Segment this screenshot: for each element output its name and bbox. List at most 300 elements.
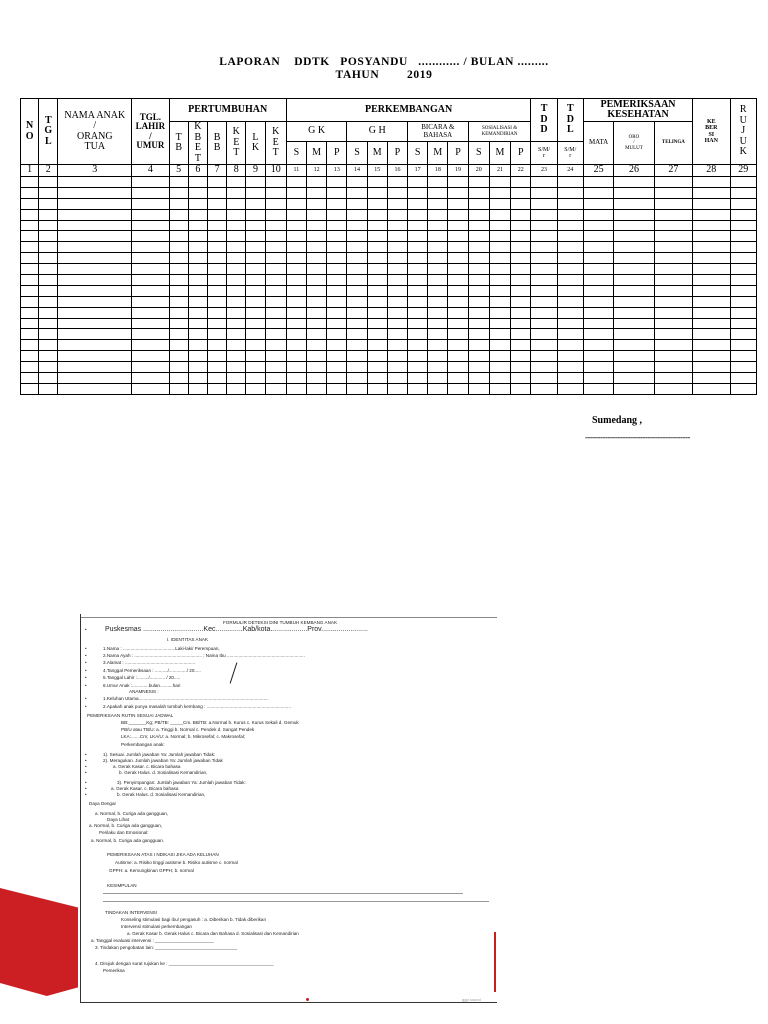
table-cell[interactable] xyxy=(408,373,428,384)
table-cell[interactable] xyxy=(207,285,226,296)
table-cell[interactable] xyxy=(207,373,226,384)
table-cell[interactable] xyxy=(448,285,468,296)
table-cell[interactable] xyxy=(511,187,531,198)
table-cell[interactable] xyxy=(448,198,468,209)
table-cell[interactable] xyxy=(428,351,448,362)
table-cell[interactable] xyxy=(347,177,367,188)
table-cell[interactable] xyxy=(614,220,654,231)
table-cell[interactable] xyxy=(511,285,531,296)
table-cell[interactable] xyxy=(654,285,692,296)
table-cell[interactable] xyxy=(246,209,265,220)
table-cell[interactable] xyxy=(132,307,169,318)
table-cell[interactable] xyxy=(58,285,132,296)
table-cell[interactable] xyxy=(583,296,613,307)
table-cell[interactable] xyxy=(58,351,132,362)
table-cell[interactable] xyxy=(614,373,654,384)
table-cell[interactable] xyxy=(531,177,557,188)
table-cell[interactable] xyxy=(489,307,510,318)
table-cell[interactable] xyxy=(132,264,169,275)
table-cell[interactable] xyxy=(307,198,327,209)
table-cell[interactable] xyxy=(227,264,246,275)
table-cell[interactable] xyxy=(246,242,265,253)
table-cell[interactable] xyxy=(408,362,428,373)
table-cell[interactable] xyxy=(39,296,58,307)
table-cell[interactable] xyxy=(468,264,489,275)
table-cell[interactable] xyxy=(511,253,531,264)
table-cell[interactable] xyxy=(246,296,265,307)
table-cell[interactable] xyxy=(327,177,347,188)
table-cell[interactable] xyxy=(188,264,207,275)
table-cell[interactable] xyxy=(557,220,583,231)
table-cell[interactable] xyxy=(21,209,39,220)
table-cell[interactable] xyxy=(511,318,531,329)
table-cell[interactable] xyxy=(286,177,306,188)
table-cell[interactable] xyxy=(730,362,757,373)
table-cell[interactable] xyxy=(693,296,730,307)
table-cell[interactable] xyxy=(448,209,468,220)
table-cell[interactable] xyxy=(489,231,510,242)
table-cell[interactable] xyxy=(468,351,489,362)
table-cell[interactable] xyxy=(132,253,169,264)
table-cell[interactable] xyxy=(468,253,489,264)
table-cell[interactable] xyxy=(730,296,757,307)
table-cell[interactable] xyxy=(21,373,39,384)
table-cell[interactable] xyxy=(557,329,583,340)
table-cell[interactable] xyxy=(428,285,448,296)
table-cell[interactable] xyxy=(614,275,654,286)
table-cell[interactable] xyxy=(468,362,489,373)
table-cell[interactable] xyxy=(265,264,286,275)
table-cell[interactable] xyxy=(654,177,692,188)
table-cell[interactable] xyxy=(265,242,286,253)
table-cell[interactable] xyxy=(39,307,58,318)
table-cell[interactable] xyxy=(132,209,169,220)
table-cell[interactable] xyxy=(327,187,347,198)
table-cell[interactable] xyxy=(531,198,557,209)
table-cell[interactable] xyxy=(428,329,448,340)
table-cell[interactable] xyxy=(557,296,583,307)
table-cell[interactable] xyxy=(39,177,58,188)
table-cell[interactable] xyxy=(169,198,188,209)
table-cell[interactable] xyxy=(286,264,306,275)
table-cell[interactable] xyxy=(387,187,407,198)
table-cell[interactable] xyxy=(307,383,327,394)
table-cell[interactable] xyxy=(531,231,557,242)
table-cell[interactable] xyxy=(21,198,39,209)
table-cell[interactable] xyxy=(21,318,39,329)
table-cell[interactable] xyxy=(693,285,730,296)
table-cell[interactable] xyxy=(286,296,306,307)
table-cell[interactable] xyxy=(531,220,557,231)
table-cell[interactable] xyxy=(286,351,306,362)
table-cell[interactable] xyxy=(489,209,510,220)
table-cell[interactable] xyxy=(227,198,246,209)
table-cell[interactable] xyxy=(428,383,448,394)
table-cell[interactable] xyxy=(169,307,188,318)
table-cell[interactable] xyxy=(468,220,489,231)
table-cell[interactable] xyxy=(583,383,613,394)
table-cell[interactable] xyxy=(58,264,132,275)
table-cell[interactable] xyxy=(367,275,387,286)
table-cell[interactable] xyxy=(265,187,286,198)
table-cell[interactable] xyxy=(583,373,613,384)
table-cell[interactable] xyxy=(132,242,169,253)
table-cell[interactable] xyxy=(265,177,286,188)
table-cell[interactable] xyxy=(730,307,757,318)
table-cell[interactable] xyxy=(39,209,58,220)
table-cell[interactable] xyxy=(327,362,347,373)
table-cell[interactable] xyxy=(169,220,188,231)
table-cell[interactable] xyxy=(448,275,468,286)
table-cell[interactable] xyxy=(730,264,757,275)
table-cell[interactable] xyxy=(428,209,448,220)
table-cell[interactable] xyxy=(428,220,448,231)
table-cell[interactable] xyxy=(557,209,583,220)
table-cell[interactable] xyxy=(286,318,306,329)
table-cell[interactable] xyxy=(654,340,692,351)
table-cell[interactable] xyxy=(448,318,468,329)
table-cell[interactable] xyxy=(468,296,489,307)
table-cell[interactable] xyxy=(468,307,489,318)
table-cell[interactable] xyxy=(227,362,246,373)
table-cell[interactable] xyxy=(58,296,132,307)
table-cell[interactable] xyxy=(227,275,246,286)
table-cell[interactable] xyxy=(654,187,692,198)
table-cell[interactable] xyxy=(531,373,557,384)
table-cell[interactable] xyxy=(132,285,169,296)
table-cell[interactable] xyxy=(307,340,327,351)
table-cell[interactable] xyxy=(730,383,757,394)
table-cell[interactable] xyxy=(387,198,407,209)
table-cell[interactable] xyxy=(489,253,510,264)
table-cell[interactable] xyxy=(169,318,188,329)
table-cell[interactable] xyxy=(227,383,246,394)
table-cell[interactable] xyxy=(693,373,730,384)
table-cell[interactable] xyxy=(169,329,188,340)
table-cell[interactable] xyxy=(307,231,327,242)
table-cell[interactable] xyxy=(21,340,39,351)
table-cell[interactable] xyxy=(327,340,347,351)
table-cell[interactable] xyxy=(246,329,265,340)
table-cell[interactable] xyxy=(188,307,207,318)
table-cell[interactable] xyxy=(58,187,132,198)
table-cell[interactable] xyxy=(468,242,489,253)
table-cell[interactable] xyxy=(286,275,306,286)
table-cell[interactable] xyxy=(531,329,557,340)
table-cell[interactable] xyxy=(169,209,188,220)
table-cell[interactable] xyxy=(614,329,654,340)
table-cell[interactable] xyxy=(307,373,327,384)
table-cell[interactable] xyxy=(583,242,613,253)
table-cell[interactable] xyxy=(132,187,169,198)
table-cell[interactable] xyxy=(227,231,246,242)
table-cell[interactable] xyxy=(169,340,188,351)
table-cell[interactable] xyxy=(307,253,327,264)
table-cell[interactable] xyxy=(428,307,448,318)
table-cell[interactable] xyxy=(614,296,654,307)
table-cell[interactable] xyxy=(583,264,613,275)
table-cell[interactable] xyxy=(693,383,730,394)
table-cell[interactable] xyxy=(511,242,531,253)
table-cell[interactable] xyxy=(468,383,489,394)
table-cell[interactable] xyxy=(614,340,654,351)
table-cell[interactable] xyxy=(307,285,327,296)
table-cell[interactable] xyxy=(327,209,347,220)
table-cell[interactable] xyxy=(188,296,207,307)
table-cell[interactable] xyxy=(246,340,265,351)
table-cell[interactable] xyxy=(614,231,654,242)
table-cell[interactable] xyxy=(583,351,613,362)
table-cell[interactable] xyxy=(327,253,347,264)
table-cell[interactable] xyxy=(614,198,654,209)
table-cell[interactable] xyxy=(489,198,510,209)
table-cell[interactable] xyxy=(39,373,58,384)
table-cell[interactable] xyxy=(583,187,613,198)
table-cell[interactable] xyxy=(557,177,583,188)
table-cell[interactable] xyxy=(511,296,531,307)
table-cell[interactable] xyxy=(693,177,730,188)
table-cell[interactable] xyxy=(428,373,448,384)
table-cell[interactable] xyxy=(132,383,169,394)
table-cell[interactable] xyxy=(21,351,39,362)
table-cell[interactable] xyxy=(730,198,757,209)
table-cell[interactable] xyxy=(347,285,367,296)
table-cell[interactable] xyxy=(730,329,757,340)
table-cell[interactable] xyxy=(58,198,132,209)
table-cell[interactable] xyxy=(265,253,286,264)
table-cell[interactable] xyxy=(327,242,347,253)
table-cell[interactable] xyxy=(207,296,226,307)
table-cell[interactable] xyxy=(21,285,39,296)
table-cell[interactable] xyxy=(693,318,730,329)
table-cell[interactable] xyxy=(347,198,367,209)
table-cell[interactable] xyxy=(583,220,613,231)
table-cell[interactable] xyxy=(286,329,306,340)
table-cell[interactable] xyxy=(693,307,730,318)
table-cell[interactable] xyxy=(693,231,730,242)
table-cell[interactable] xyxy=(693,329,730,340)
table-cell[interactable] xyxy=(265,296,286,307)
table-cell[interactable] xyxy=(730,351,757,362)
table-cell[interactable] xyxy=(468,318,489,329)
table-cell[interactable] xyxy=(614,307,654,318)
table-cell[interactable] xyxy=(654,220,692,231)
table-cell[interactable] xyxy=(468,329,489,340)
table-cell[interactable] xyxy=(39,340,58,351)
table-cell[interactable] xyxy=(169,187,188,198)
table-cell[interactable] xyxy=(448,187,468,198)
table-cell[interactable] xyxy=(265,198,286,209)
table-cell[interactable] xyxy=(511,264,531,275)
table-cell[interactable] xyxy=(387,351,407,362)
table-cell[interactable] xyxy=(246,231,265,242)
table-cell[interactable] xyxy=(511,198,531,209)
table-cell[interactable] xyxy=(39,242,58,253)
table-cell[interactable] xyxy=(654,198,692,209)
table-cell[interactable] xyxy=(583,177,613,188)
table-cell[interactable] xyxy=(408,285,428,296)
table-cell[interactable] xyxy=(169,362,188,373)
table-cell[interactable] xyxy=(188,177,207,188)
table-cell[interactable] xyxy=(188,209,207,220)
table-cell[interactable] xyxy=(730,340,757,351)
table-cell[interactable] xyxy=(327,198,347,209)
table-cell[interactable] xyxy=(730,242,757,253)
table-cell[interactable] xyxy=(614,285,654,296)
table-cell[interactable] xyxy=(246,285,265,296)
table-cell[interactable] xyxy=(246,362,265,373)
table-cell[interactable] xyxy=(227,285,246,296)
table-cell[interactable] xyxy=(246,275,265,286)
table-cell[interactable] xyxy=(583,329,613,340)
table-cell[interactable] xyxy=(387,296,407,307)
table-cell[interactable] xyxy=(557,318,583,329)
table-cell[interactable] xyxy=(367,264,387,275)
table-cell[interactable] xyxy=(21,275,39,286)
table-cell[interactable] xyxy=(408,351,428,362)
table-cell[interactable] xyxy=(489,177,510,188)
table-cell[interactable] xyxy=(207,351,226,362)
table-cell[interactable] xyxy=(511,220,531,231)
table-cell[interactable] xyxy=(654,362,692,373)
table-cell[interactable] xyxy=(408,296,428,307)
table-cell[interactable] xyxy=(188,351,207,362)
table-cell[interactable] xyxy=(21,362,39,373)
table-cell[interactable] xyxy=(347,307,367,318)
table-cell[interactable] xyxy=(227,329,246,340)
table-cell[interactable] xyxy=(188,220,207,231)
table-cell[interactable] xyxy=(207,198,226,209)
table-cell[interactable] xyxy=(307,307,327,318)
table-cell[interactable] xyxy=(408,307,428,318)
table-cell[interactable] xyxy=(387,231,407,242)
table-cell[interactable] xyxy=(408,253,428,264)
table-cell[interactable] xyxy=(408,329,428,340)
table-cell[interactable] xyxy=(428,187,448,198)
table-cell[interactable] xyxy=(448,242,468,253)
table-cell[interactable] xyxy=(246,351,265,362)
table-cell[interactable] xyxy=(408,383,428,394)
table-cell[interactable] xyxy=(367,383,387,394)
table-cell[interactable] xyxy=(489,187,510,198)
table-cell[interactable] xyxy=(307,351,327,362)
table-cell[interactable] xyxy=(188,285,207,296)
table-cell[interactable] xyxy=(265,340,286,351)
table-cell[interactable] xyxy=(39,253,58,264)
table-cell[interactable] xyxy=(307,362,327,373)
table-cell[interactable] xyxy=(408,318,428,329)
table-cell[interactable] xyxy=(327,329,347,340)
table-cell[interactable] xyxy=(583,307,613,318)
table-cell[interactable] xyxy=(448,340,468,351)
table-cell[interactable] xyxy=(58,209,132,220)
table-cell[interactable] xyxy=(693,351,730,362)
table-cell[interactable] xyxy=(557,275,583,286)
table-cell[interactable] xyxy=(21,383,39,394)
table-cell[interactable] xyxy=(132,373,169,384)
table-cell[interactable] xyxy=(367,198,387,209)
table-cell[interactable] xyxy=(428,177,448,188)
table-cell[interactable] xyxy=(58,383,132,394)
table-cell[interactable] xyxy=(246,264,265,275)
table-cell[interactable] xyxy=(614,253,654,264)
table-cell[interactable] xyxy=(286,307,306,318)
table-cell[interactable] xyxy=(347,220,367,231)
table-cell[interactable] xyxy=(246,253,265,264)
table-cell[interactable] xyxy=(307,264,327,275)
table-cell[interactable] xyxy=(327,231,347,242)
table-cell[interactable] xyxy=(246,220,265,231)
table-cell[interactable] xyxy=(511,351,531,362)
table-cell[interactable] xyxy=(489,351,510,362)
table-cell[interactable] xyxy=(132,220,169,231)
table-cell[interactable] xyxy=(428,318,448,329)
table-cell[interactable] xyxy=(367,253,387,264)
table-cell[interactable] xyxy=(531,307,557,318)
table-cell[interactable] xyxy=(583,318,613,329)
table-cell[interactable] xyxy=(347,383,367,394)
table-cell[interactable] xyxy=(557,253,583,264)
table-cell[interactable] xyxy=(654,275,692,286)
table-cell[interactable] xyxy=(367,209,387,220)
table-cell[interactable] xyxy=(408,209,428,220)
table-cell[interactable] xyxy=(207,362,226,373)
table-cell[interactable] xyxy=(58,362,132,373)
table-cell[interactable] xyxy=(21,231,39,242)
table-cell[interactable] xyxy=(207,231,226,242)
table-cell[interactable] xyxy=(693,198,730,209)
table-cell[interactable] xyxy=(347,318,367,329)
table-cell[interactable] xyxy=(132,296,169,307)
table-cell[interactable] xyxy=(21,242,39,253)
table-cell[interactable] xyxy=(39,264,58,275)
table-cell[interactable] xyxy=(367,187,387,198)
table-cell[interactable] xyxy=(307,275,327,286)
table-cell[interactable] xyxy=(21,307,39,318)
table-cell[interactable] xyxy=(347,187,367,198)
table-cell[interactable] xyxy=(307,318,327,329)
table-cell[interactable] xyxy=(468,285,489,296)
table-cell[interactable] xyxy=(614,318,654,329)
table-cell[interactable] xyxy=(557,285,583,296)
table-cell[interactable] xyxy=(489,275,510,286)
table-cell[interactable] xyxy=(39,351,58,362)
table-cell[interactable] xyxy=(654,307,692,318)
table-cell[interactable] xyxy=(531,383,557,394)
table-cell[interactable] xyxy=(387,177,407,188)
table-cell[interactable] xyxy=(489,296,510,307)
table-cell[interactable] xyxy=(327,318,347,329)
table-cell[interactable] xyxy=(265,285,286,296)
table-cell[interactable] xyxy=(265,307,286,318)
table-cell[interactable] xyxy=(347,296,367,307)
table-cell[interactable] xyxy=(227,253,246,264)
table-cell[interactable] xyxy=(531,242,557,253)
table-cell[interactable] xyxy=(693,340,730,351)
table-cell[interactable] xyxy=(21,253,39,264)
table-cell[interactable] xyxy=(227,318,246,329)
table-cell[interactable] xyxy=(132,351,169,362)
table-cell[interactable] xyxy=(39,187,58,198)
table-cell[interactable] xyxy=(489,373,510,384)
table-cell[interactable] xyxy=(307,177,327,188)
table-cell[interactable] xyxy=(428,340,448,351)
table-cell[interactable] xyxy=(387,242,407,253)
table-cell[interactable] xyxy=(21,264,39,275)
table-cell[interactable] xyxy=(583,275,613,286)
table-cell[interactable] xyxy=(188,253,207,264)
table-cell[interactable] xyxy=(246,383,265,394)
